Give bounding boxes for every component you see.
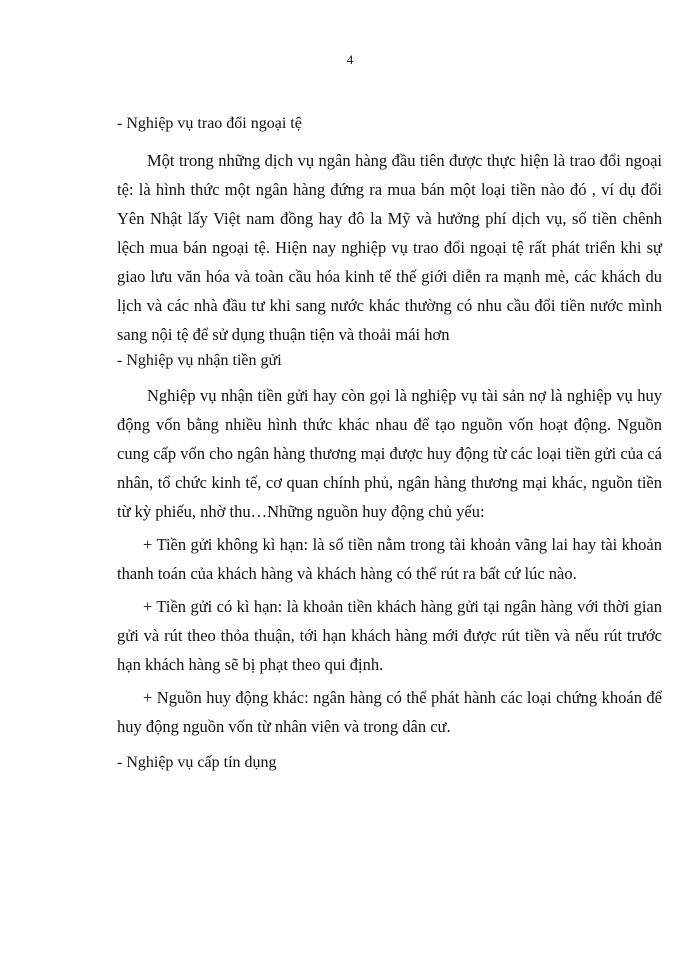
bullet-other-sources: + Nguồn huy động khác: ngân hàng có thể phát hành các loại chứng khoán để huy động nguồn vốn từ nhân viên và trong dân cư. [117,688,662,736]
paragraph-deposits: Nghiệp vụ nhận tiền gửi hay còn gọi là nghiệp vụ tài sản nợ là nghiệp vụ huy động vốn bằng nhiều hình thức khác nhau để tạo nguồn vốn hoạt động. Nguồn cung cấp vốn cho ngân hàng thương mại được huy động từ các loại tiền gửi của cá nhân, tổ chức kinh tế, cơ quan chính phủ, ngân hàng thương mại khác, nguồn tiền từ kỳ phiếu, nhờ thu…Những nguồn huy động chủ yếu: [117,386,662,521]
paragraph-foreign-exchange: Một trong những dịch vụ ngân hàng đầu tiên được thực hiện là trao đổi ngoại tệ: là hình thức một ngân hàng đứng ra mua bán một loại tiền nào đó , ví dụ đổi Yên Nhật lấy Việt nam đồng hay đô la Mỹ và hưởng phí dịch vụ, số tiền chênh lệch mua bán ngoại tệ. Hiện nay nghiệp vụ trao đổi ngoại tệ rất phát triển khi sự giao lưu văn hóa và toàn cầu hóa kinh tế thế giới diễn ra mạnh mè, các khách du lịch và các nhà đầu tư khi sang nước khác thường có nhu cầu đổi tiền nước mình sang nội tệ để sử dụng thuận tiện và thoải mái hơn [117,151,662,344]
bullet-term-deposits: + Tiền gửi có kì hạn: là khoản tiền khách hàng gửi tại ngân hàng với thời gian gửi và rút theo thỏa thuận, tới hạn khách hàng mới được rút tiền và nếu rút trước hạn khách hàng sẽ bị phạt theo qui định. [117,597,662,674]
heading-deposits: - Nghiệp vụ nhận tiền gửi [117,352,282,369]
page-number: 4 [346,52,354,67]
page-content [117,112,662,775]
heading-foreign-exchange: - Nghiệp vụ trao đổi ngoại tệ [117,115,302,132]
bullet-demand-deposits: + Tiền gửi không kì hạn: là số tiền nằm trong tài khoản vãng lai hay tài khoản thanh toán của khách hàng và khách hàng có thể rút ra bất cứ lúc nào. [117,535,662,583]
heading-credit: - Nghiệp vụ cấp tín dụng [117,754,277,771]
